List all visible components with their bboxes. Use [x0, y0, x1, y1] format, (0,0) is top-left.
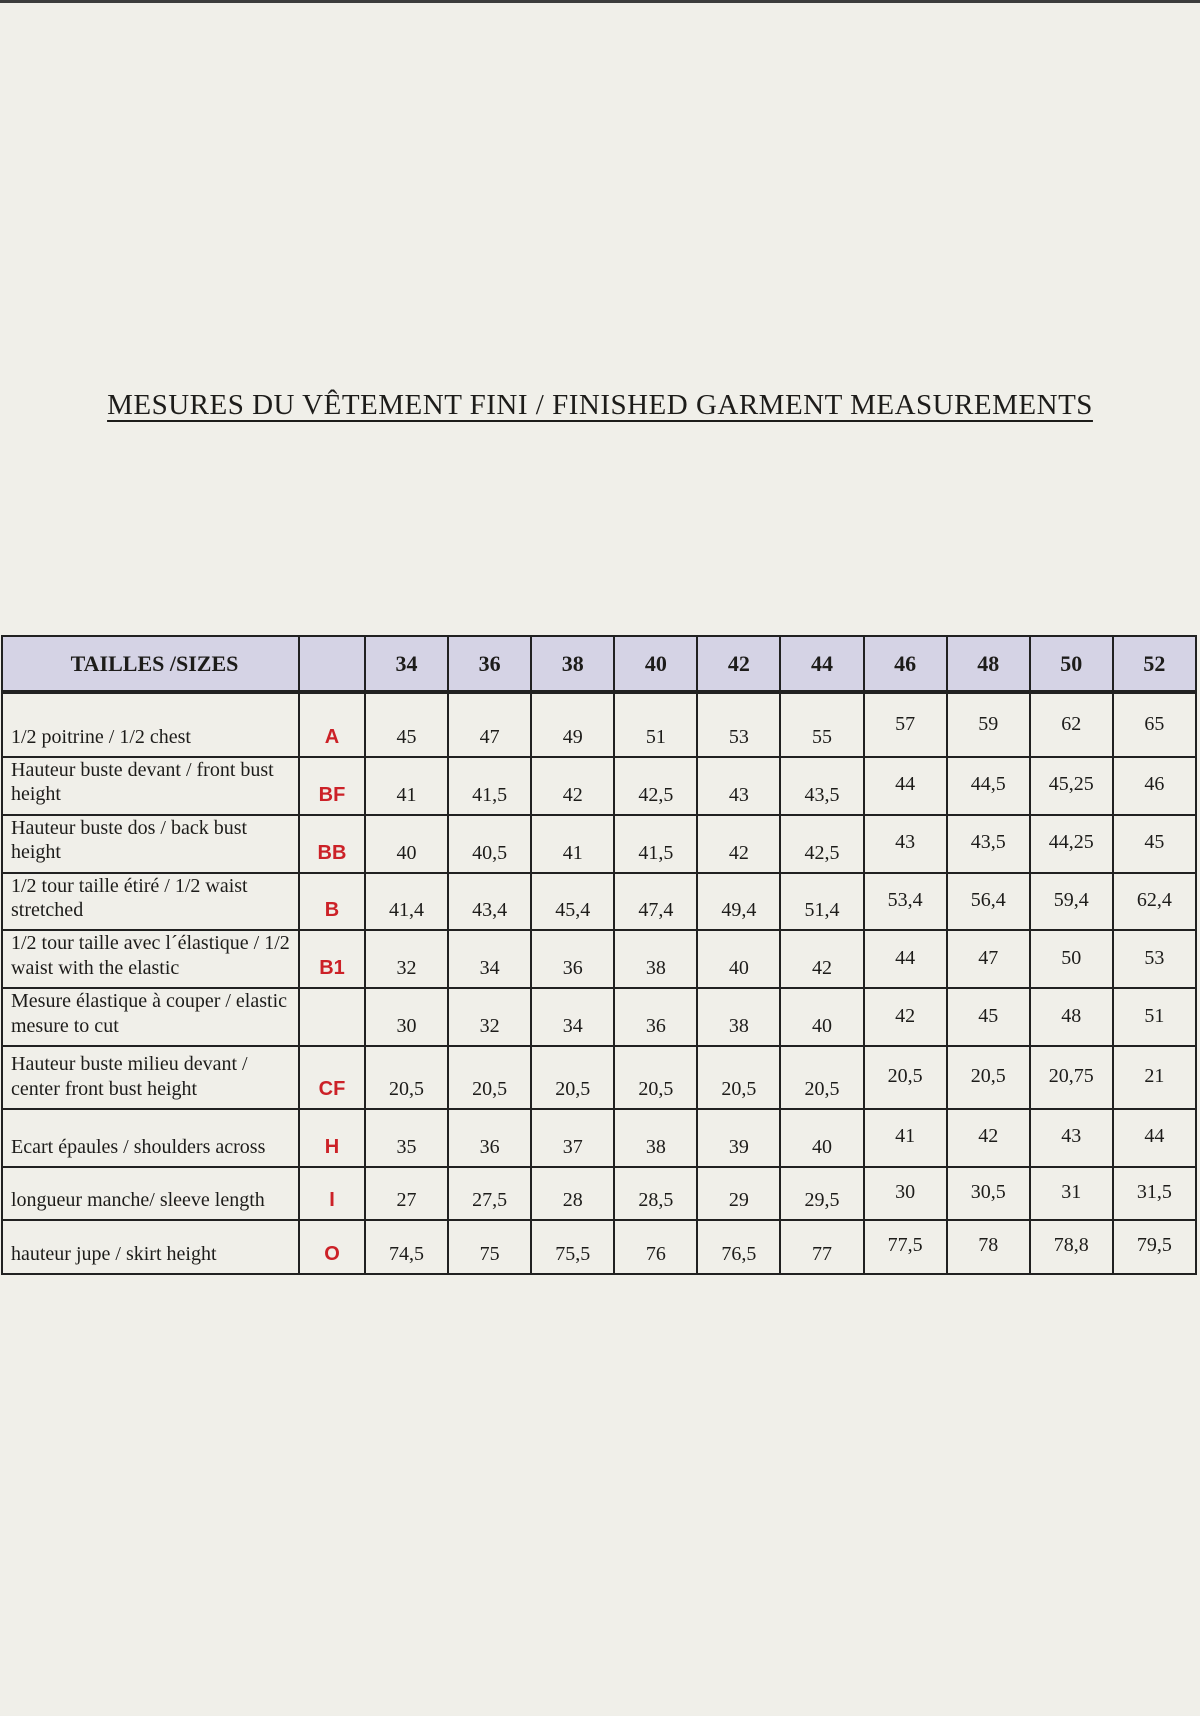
- value-cell: 43: [697, 757, 780, 815]
- value-cell: 57: [864, 692, 947, 757]
- value-cell: 41,5: [448, 757, 531, 815]
- value-cell: 41: [365, 757, 448, 815]
- value-cell: 51,4: [780, 873, 863, 931]
- value-cell: 27,5: [448, 1167, 531, 1220]
- value-cell: 39: [697, 1109, 780, 1167]
- value-cell: 42,5: [780, 815, 863, 873]
- header-sizes-label: TAILLES /SIZES: [2, 636, 299, 692]
- value-cell: 31: [1030, 1167, 1113, 1220]
- value-cell: 42: [947, 1109, 1030, 1167]
- table-row: [2, 757, 1196, 815]
- value-cell: 43: [864, 815, 947, 873]
- value-cell: 47: [947, 930, 1030, 988]
- value-cell: 78: [947, 1220, 1030, 1274]
- value-cell: 20,5: [780, 1046, 863, 1109]
- header-size-34: 34: [365, 636, 448, 692]
- row-letter-code: [299, 988, 365, 1046]
- value-cell: 27: [365, 1167, 448, 1220]
- value-cell: 59,4: [1030, 873, 1113, 931]
- value-cell: 21: [1113, 1046, 1196, 1109]
- value-cell: 43,5: [947, 815, 1030, 873]
- header-size-44: 44: [780, 636, 863, 692]
- value-cell: 20,5: [697, 1046, 780, 1109]
- row-label: Hauteur buste devant / front bust height: [2, 757, 299, 815]
- header-size-48: 48: [947, 636, 1030, 692]
- row-label: longueur manche/ sleeve length: [2, 1167, 299, 1220]
- value-cell: 40: [365, 815, 448, 873]
- row-label: 1/2 poitrine / 1/2 chest: [2, 692, 299, 757]
- value-cell: 59: [947, 692, 1030, 757]
- value-cell: 45,4: [531, 873, 614, 931]
- value-cell: 47,4: [614, 873, 697, 931]
- row-letter-code: BF: [299, 757, 365, 815]
- value-cell: 62: [1030, 692, 1113, 757]
- value-cell: 45: [365, 692, 448, 757]
- value-cell: 49,4: [697, 873, 780, 931]
- value-cell: 20,75: [1030, 1046, 1113, 1109]
- value-cell: 55: [780, 692, 863, 757]
- value-cell: 76,5: [697, 1220, 780, 1274]
- value-cell: 42: [531, 757, 614, 815]
- value-cell: 38: [614, 930, 697, 988]
- header-size-52: 52: [1113, 636, 1196, 692]
- value-cell: 44,5: [947, 757, 1030, 815]
- value-cell: 48: [1030, 988, 1113, 1046]
- value-cell: 32: [448, 988, 531, 1046]
- header-size-42: 42: [697, 636, 780, 692]
- value-cell: 77,5: [864, 1220, 947, 1274]
- value-cell: 20,5: [448, 1046, 531, 1109]
- value-cell: 45: [947, 988, 1030, 1046]
- row-letter-code: BB: [299, 815, 365, 873]
- value-cell: 38: [697, 988, 780, 1046]
- value-cell: 43,4: [448, 873, 531, 931]
- row-label: hauteur jupe / skirt height: [2, 1220, 299, 1274]
- value-cell: 30,5: [947, 1167, 1030, 1220]
- value-cell: 50: [1030, 930, 1113, 988]
- value-cell: 45,25: [1030, 757, 1113, 815]
- value-cell: 62,4: [1113, 873, 1196, 931]
- header-size-36: 36: [448, 636, 531, 692]
- value-cell: 46: [1113, 757, 1196, 815]
- header-size-40: 40: [614, 636, 697, 692]
- value-cell: 30: [864, 1167, 947, 1220]
- value-cell: 40: [780, 988, 863, 1046]
- value-cell: 36: [531, 930, 614, 988]
- row-letter-code: I: [299, 1167, 365, 1220]
- table-row: [2, 988, 1196, 1046]
- value-cell: 40: [697, 930, 780, 988]
- row-label: Ecart épaules / shoulders across: [2, 1109, 299, 1167]
- value-cell: 78,8: [1030, 1220, 1113, 1274]
- value-cell: 30: [365, 988, 448, 1046]
- value-cell: 41: [531, 815, 614, 873]
- value-cell: 51: [1113, 988, 1196, 1046]
- value-cell: 20,5: [614, 1046, 697, 1109]
- value-cell: 42: [864, 988, 947, 1046]
- value-cell: 42: [697, 815, 780, 873]
- value-cell: 36: [614, 988, 697, 1046]
- header-size-46: 46: [864, 636, 947, 692]
- table-row: [2, 815, 1196, 873]
- value-cell: 20,5: [365, 1046, 448, 1109]
- value-cell: 38: [614, 1109, 697, 1167]
- value-cell: 44: [1113, 1109, 1196, 1167]
- value-cell: 37: [531, 1109, 614, 1167]
- value-cell: 20,5: [864, 1046, 947, 1109]
- value-cell: 36: [448, 1109, 531, 1167]
- value-cell: 20,5: [531, 1046, 614, 1109]
- table-row: [2, 930, 1196, 988]
- value-cell: 31,5: [1113, 1167, 1196, 1220]
- value-cell: 53: [1113, 930, 1196, 988]
- value-cell: 41,5: [614, 815, 697, 873]
- table-row: [2, 692, 1196, 757]
- value-cell: 75: [448, 1220, 531, 1274]
- header-size-38: 38: [531, 636, 614, 692]
- header-letter-cell: [299, 636, 365, 692]
- value-cell: 79,5: [1113, 1220, 1196, 1274]
- value-cell: 41: [864, 1109, 947, 1167]
- value-cell: 43,5: [780, 757, 863, 815]
- value-cell: 40,5: [448, 815, 531, 873]
- row-letter-code: O: [299, 1220, 365, 1274]
- value-cell: 40: [780, 1109, 863, 1167]
- value-cell: 53,4: [864, 873, 947, 931]
- row-letter-code: A: [299, 692, 365, 757]
- row-letter-code: CF: [299, 1046, 365, 1109]
- value-cell: 28: [531, 1167, 614, 1220]
- value-cell: 35: [365, 1109, 448, 1167]
- title-wrap: [0, 389, 1200, 422]
- value-cell: 74,5: [365, 1220, 448, 1274]
- row-label: Mesure élastique à couper / elastic mesure to cut: [2, 988, 299, 1046]
- row-letter-code: H: [299, 1109, 365, 1167]
- value-cell: 76: [614, 1220, 697, 1274]
- value-cell: 77: [780, 1220, 863, 1274]
- header-size-50: 50: [1030, 636, 1113, 692]
- value-cell: 47: [448, 692, 531, 757]
- row-label: 1/2 tour taille étiré / 1/2 waist stretched: [2, 873, 299, 931]
- row-label: 1/2 tour taille avec l´élastique / 1/2 waist with the elastic: [2, 930, 299, 988]
- table-row: [2, 1167, 1196, 1220]
- value-cell: 42: [780, 930, 863, 988]
- table-row: [2, 1220, 1196, 1274]
- value-cell: 28,5: [614, 1167, 697, 1220]
- table-row: [2, 1046, 1196, 1109]
- row-label: Hauteur buste milieu devant / center front bust height: [2, 1046, 299, 1109]
- row-label: Hauteur buste dos / back bust height: [2, 815, 299, 873]
- value-cell: 75,5: [531, 1220, 614, 1274]
- value-cell: 34: [448, 930, 531, 988]
- table-header-row: [2, 636, 1196, 692]
- value-cell: 29,5: [780, 1167, 863, 1220]
- value-cell: 34: [531, 988, 614, 1046]
- value-cell: 51: [614, 692, 697, 757]
- row-letter-code: B: [299, 873, 365, 931]
- value-cell: 41,4: [365, 873, 448, 931]
- table-row: [2, 1109, 1196, 1167]
- table-row: [2, 873, 1196, 931]
- value-cell: 65: [1113, 692, 1196, 757]
- value-cell: 29: [697, 1167, 780, 1220]
- value-cell: 42,5: [614, 757, 697, 815]
- value-cell: 32: [365, 930, 448, 988]
- measurements-table: [1, 635, 1197, 1275]
- row-letter-code: B1: [299, 930, 365, 988]
- value-cell: 44,25: [1030, 815, 1113, 873]
- value-cell: 56,4: [947, 873, 1030, 931]
- value-cell: 45: [1113, 815, 1196, 873]
- value-cell: 49: [531, 692, 614, 757]
- value-cell: 44: [864, 930, 947, 988]
- value-cell: 43: [1030, 1109, 1113, 1167]
- page-title: MESURES DU VÊTEMENT FINI / FINISHED GARMENT MEASUREMENTS: [107, 389, 1093, 421]
- value-cell: 44: [864, 757, 947, 815]
- value-cell: 53: [697, 692, 780, 757]
- value-cell: 20,5: [947, 1046, 1030, 1109]
